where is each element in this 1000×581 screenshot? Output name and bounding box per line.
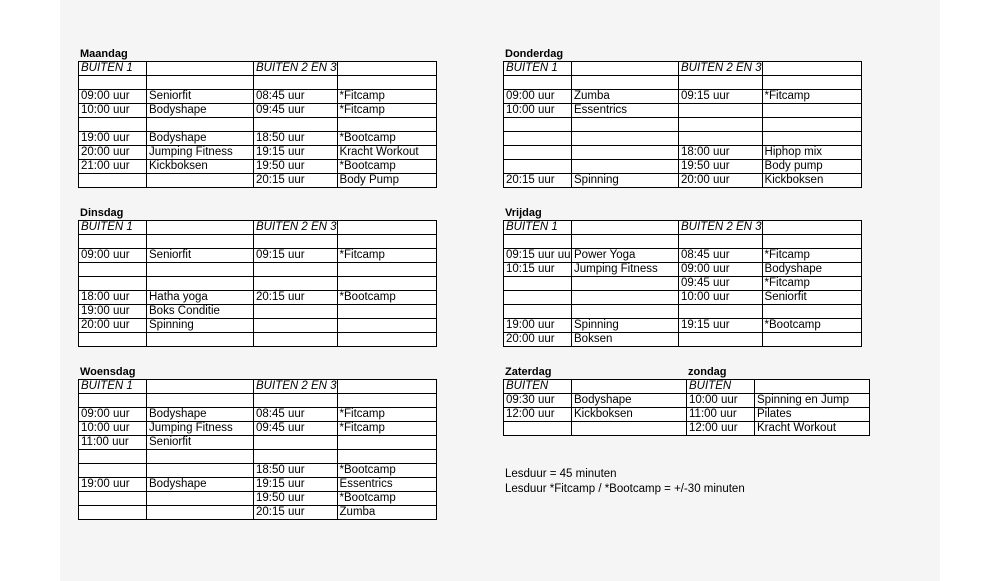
time-cell [679, 76, 763, 90]
table-row [79, 160, 437, 174]
table-row [79, 408, 437, 422]
class-cell: Kickboksen [762, 174, 861, 188]
class-cell: Body Pump [337, 174, 436, 188]
table-row [504, 76, 862, 90]
table-row [504, 90, 862, 104]
time-cell [79, 450, 147, 464]
class-cell [762, 104, 861, 118]
time-cell: 09:00 uur [679, 263, 763, 277]
class-cell: Jumping Fitness [572, 263, 679, 277]
time-cell: 10:00 uur [679, 291, 763, 305]
class-cell [762, 132, 861, 146]
time-cell: 08:45 uur [254, 408, 338, 422]
location-header-cell [337, 380, 436, 394]
class-cell: *Bootcamp [337, 132, 436, 146]
time-cell [504, 76, 572, 90]
time-cell [79, 174, 147, 188]
class-cell [762, 305, 861, 319]
table-header-row [79, 221, 437, 235]
location-header-cell [762, 221, 861, 235]
class-cell: Bodyshape [147, 132, 254, 146]
time-cell: 11:00 uur [687, 408, 755, 422]
class-cell: *Bootcamp [762, 319, 861, 333]
table-row [79, 249, 437, 263]
table-row [79, 305, 437, 319]
time-cell: 20:15 uur [254, 506, 338, 520]
location-header-cell [572, 221, 679, 235]
time-cell: 18:50 uur [254, 132, 338, 146]
table-row [504, 160, 862, 174]
time-cell [254, 319, 338, 333]
time-cell: 20:00 uur [79, 319, 147, 333]
class-cell: Pilates [755, 408, 870, 422]
class-cell: Bodyshape [147, 478, 254, 492]
class-cell: Essentrics [572, 104, 679, 118]
time-cell: 09:45 uur [254, 422, 338, 436]
location-header-cell: BUITEN 1 [504, 221, 572, 235]
time-cell [254, 263, 338, 277]
day-block-vrijdag [503, 206, 862, 347]
day-title-woensdag: Woensdag [80, 366, 136, 378]
class-cell [147, 235, 254, 249]
time-cell [504, 118, 572, 132]
location-header-cell: BUITEN 2 EN 3 [254, 221, 338, 235]
class-cell [572, 160, 679, 174]
class-cell [147, 118, 254, 132]
class-cell: *Bootcamp [337, 464, 436, 478]
table-row [504, 319, 862, 333]
class-cell [337, 450, 436, 464]
class-cell: Seniorfit [147, 436, 254, 450]
table-header-row [504, 380, 687, 394]
location-header-cell [337, 62, 436, 76]
time-cell [254, 235, 338, 249]
table-row [79, 436, 437, 450]
time-cell: 08:45 uur [679, 249, 763, 263]
time-cell: 19:15 uur [254, 146, 338, 160]
time-cell [504, 291, 572, 305]
table-row [504, 394, 687, 408]
location-header-cell [147, 62, 254, 76]
time-cell: 19:50 uur [254, 492, 338, 506]
class-cell: Boks Conditie [147, 305, 254, 319]
table-header-row [79, 380, 437, 394]
location-header-cell: BUITEN [504, 380, 572, 394]
class-cell: *Fitcamp [762, 90, 861, 104]
time-cell: 09:45 uur [679, 277, 763, 291]
time-cell [254, 277, 338, 291]
time-cell: 20:00 uur [504, 333, 572, 347]
table-row [504, 249, 862, 263]
class-cell: Kracht Workout [337, 146, 436, 160]
day-title-dinsdag: Dinsdag [80, 207, 124, 219]
class-cell [147, 263, 254, 277]
location-header-cell [572, 380, 687, 394]
class-cell [572, 305, 679, 319]
class-cell: Power Yoga [572, 249, 679, 263]
class-cell [147, 277, 254, 291]
location-header-cell: BUITEN [687, 380, 755, 394]
class-cell: *Fitcamp [337, 422, 436, 436]
time-cell [79, 333, 147, 347]
class-cell [572, 235, 679, 249]
table-row [504, 277, 862, 291]
time-cell: 20:00 uur [79, 146, 147, 160]
class-cell [337, 76, 436, 90]
class-cell: *Fitcamp [762, 249, 861, 263]
class-cell: Bodyshape [762, 263, 861, 277]
day-title-donderdag: Donderdag [505, 48, 564, 60]
time-cell [504, 277, 572, 291]
table-header-row [79, 62, 437, 76]
time-cell: 18:50 uur [254, 464, 338, 478]
day-block-zondag [686, 365, 870, 436]
class-cell [337, 118, 436, 132]
table-row [79, 174, 437, 188]
location-header-cell: BUITEN 2 EN 3 [679, 62, 763, 76]
class-cell [572, 132, 679, 146]
class-cell [147, 394, 254, 408]
time-cell [504, 305, 572, 319]
day-title-zaterdag: Zaterdag [505, 366, 552, 378]
schedule-table-maandag [78, 61, 437, 188]
table-row [79, 76, 437, 90]
table-row [687, 422, 870, 436]
table-row [79, 394, 437, 408]
class-cell [147, 464, 254, 478]
class-cell: Zumba [572, 90, 679, 104]
table-row [79, 118, 437, 132]
time-cell [79, 263, 147, 277]
table-row [79, 333, 437, 347]
time-cell: 20:15 uur [504, 174, 572, 188]
time-cell: 09:45 uur [254, 104, 338, 118]
class-cell [762, 235, 861, 249]
location-header-cell [755, 380, 870, 394]
class-cell: Seniorfit [147, 249, 254, 263]
table-row [79, 263, 437, 277]
time-cell: 09:00 uur [79, 408, 147, 422]
time-cell: 09:00 uur [504, 90, 572, 104]
class-cell: Body pump [762, 160, 861, 174]
time-cell [504, 146, 572, 160]
time-cell [679, 333, 763, 347]
class-cell: Spinning [572, 174, 679, 188]
table-row [504, 333, 862, 347]
time-cell [79, 492, 147, 506]
location-header-cell: BUITEN 2 EN 3 [254, 380, 338, 394]
table-row [79, 235, 437, 249]
time-cell: 19:00 uur [79, 132, 147, 146]
time-cell: 11:00 uur [79, 436, 147, 450]
time-cell [254, 333, 338, 347]
location-header-cell [147, 380, 254, 394]
day-block-donderdag [503, 47, 862, 188]
class-cell: Bodyshape [572, 394, 687, 408]
time-cell: 20:15 uur [254, 291, 338, 305]
time-cell [679, 118, 763, 132]
location-header-cell: BUITEN 2 EN 3 [679, 221, 763, 235]
location-header-cell: BUITEN 1 [79, 380, 147, 394]
time-cell [679, 132, 763, 146]
table-row [504, 235, 862, 249]
table-row [79, 90, 437, 104]
time-cell [254, 394, 338, 408]
class-cell [572, 291, 679, 305]
time-cell: 19:00 uur [504, 319, 572, 333]
day-title-zondag: zondag [688, 366, 727, 378]
class-cell [147, 506, 254, 520]
time-cell [504, 422, 572, 436]
class-cell: Hiphop mix [762, 146, 861, 160]
class-cell: *Fitcamp [337, 104, 436, 118]
time-cell: 18:00 uur [679, 146, 763, 160]
location-header-cell: BUITEN 1 [79, 62, 147, 76]
time-cell: 08:45 uur [254, 90, 338, 104]
class-cell: Jumping Fitness [147, 146, 254, 160]
time-cell: 09:00 uur [79, 249, 147, 263]
table-header-row [687, 380, 870, 394]
table-row [504, 291, 862, 305]
class-cell [572, 76, 679, 90]
schedule-table-donderdag [503, 61, 862, 188]
schedule-table-woensdag [78, 379, 437, 520]
time-cell [679, 104, 763, 118]
class-cell: *Fitcamp [337, 90, 436, 104]
class-cell: Seniorfit [147, 90, 254, 104]
table-row [504, 305, 862, 319]
time-cell: 12:00 uur [687, 422, 755, 436]
time-cell [254, 436, 338, 450]
time-cell: 10:00 uur [79, 104, 147, 118]
table-row [79, 319, 437, 333]
time-cell: 19:50 uur [679, 160, 763, 174]
table-row [687, 408, 870, 422]
note-duration: Lesduur = 45 minuten [505, 468, 617, 480]
class-cell [337, 277, 436, 291]
class-cell: Hatha yoga [147, 291, 254, 305]
day-block-zaterdag [503, 365, 687, 436]
day-title-vrijdag: Vrijdag [505, 207, 542, 219]
class-cell [337, 333, 436, 347]
time-cell: 09:00 uur [79, 90, 147, 104]
class-cell [572, 422, 687, 436]
time-cell [679, 235, 763, 249]
time-cell: 20:15 uur [254, 174, 338, 188]
table-row [504, 132, 862, 146]
location-header-cell [337, 221, 436, 235]
class-cell: Seniorfit [762, 291, 861, 305]
table-row [504, 118, 862, 132]
class-cell: Bodyshape [147, 104, 254, 118]
schedule-table-vrijdag [503, 220, 862, 347]
table-header-row [504, 62, 862, 76]
class-cell: *Bootcamp [337, 160, 436, 174]
time-cell: 12:00 uur [504, 408, 572, 422]
time-cell [79, 464, 147, 478]
class-cell [572, 277, 679, 291]
schedule-table-dinsdag [78, 220, 437, 347]
class-cell [147, 174, 254, 188]
class-cell [337, 394, 436, 408]
time-cell [254, 118, 338, 132]
table-row [79, 492, 437, 506]
time-cell: 10:00 uur [79, 422, 147, 436]
table-row [504, 422, 687, 436]
table-row [79, 132, 437, 146]
time-cell: 09:30 uur [504, 394, 572, 408]
table-row [79, 146, 437, 160]
time-cell: 19:15 uur [254, 478, 338, 492]
table-header-row [504, 221, 862, 235]
time-cell: 09:15 uur uu [504, 249, 572, 263]
time-cell [254, 305, 338, 319]
time-cell: 09:15 uur [679, 90, 763, 104]
time-cell: 09:15 uur [254, 249, 338, 263]
time-cell [254, 450, 338, 464]
class-cell: Spinning [147, 319, 254, 333]
time-cell: 21:00 uur [79, 160, 147, 174]
class-cell: Kickboksen [572, 408, 687, 422]
time-cell: 19:50 uur [254, 160, 338, 174]
time-cell: 10:15 uur [504, 263, 572, 277]
time-cell [254, 76, 338, 90]
class-cell [337, 436, 436, 450]
time-cell [679, 305, 763, 319]
time-cell: 19:00 uur [79, 478, 147, 492]
class-cell: Essentrics [337, 478, 436, 492]
day-block-woensdag [78, 365, 437, 520]
table-row [504, 104, 862, 118]
class-cell [337, 319, 436, 333]
table-row [79, 422, 437, 436]
table-row [79, 478, 437, 492]
day-title-maandag: Maandag [80, 48, 128, 60]
class-cell: Bodyshape [147, 408, 254, 422]
time-cell [79, 394, 147, 408]
time-cell [504, 132, 572, 146]
class-cell [147, 333, 254, 347]
time-cell [79, 235, 147, 249]
class-cell: Jumping Fitness [147, 422, 254, 436]
table-row [79, 277, 437, 291]
class-cell: *Fitcamp [337, 249, 436, 263]
class-cell: *Bootcamp [337, 291, 436, 305]
class-cell: Kickboksen [147, 160, 254, 174]
note-duration-fitcamp-bootcamp: Lesduur *Fitcamp / *Bootcamp = +/-30 minuten [505, 482, 745, 495]
location-header-cell: BUITEN 2 EN 3 [254, 62, 338, 76]
schedule-table-zondag [686, 379, 870, 436]
class-cell: *Fitcamp [337, 408, 436, 422]
class-cell [762, 333, 861, 347]
time-cell: 10:00 uur [687, 394, 755, 408]
time-cell: 20:00 uur [679, 174, 763, 188]
schedule-table-zaterdag [503, 379, 687, 436]
time-cell: 10:00 uur [504, 104, 572, 118]
class-cell [762, 118, 861, 132]
table-row [79, 450, 437, 464]
table-row [79, 291, 437, 305]
table-row [504, 263, 862, 277]
location-header-cell [762, 62, 861, 76]
table-row [504, 408, 687, 422]
class-cell [762, 76, 861, 90]
class-cell [337, 305, 436, 319]
class-cell: Spinning [572, 319, 679, 333]
time-cell [504, 235, 572, 249]
class-cell [572, 118, 679, 132]
table-row [504, 174, 862, 188]
class-cell [337, 235, 436, 249]
lesson-notes [505, 467, 745, 496]
class-cell: *Bootcamp [337, 492, 436, 506]
class-cell: Spinning en Jump [755, 394, 870, 408]
class-cell [147, 76, 254, 90]
table-row [79, 506, 437, 520]
class-cell: *Fitcamp [762, 277, 861, 291]
time-cell [79, 118, 147, 132]
location-header-cell [572, 62, 679, 76]
day-block-maandag [78, 47, 437, 188]
class-cell [572, 146, 679, 160]
class-cell: Kracht Workout [755, 422, 870, 436]
time-cell [79, 506, 147, 520]
class-cell [147, 492, 254, 506]
day-block-dinsdag [78, 206, 437, 347]
table-row [79, 464, 437, 478]
class-cell: Zumba [337, 506, 436, 520]
time-cell [79, 277, 147, 291]
class-cell [337, 263, 436, 277]
table-row [79, 104, 437, 118]
class-cell [147, 450, 254, 464]
time-cell: 19:15 uur [679, 319, 763, 333]
location-header-cell: BUITEN 1 [79, 221, 147, 235]
time-cell: 19:00 uur [79, 305, 147, 319]
location-header-cell [147, 221, 254, 235]
location-header-cell: BUITEN 1 [504, 62, 572, 76]
time-cell [79, 76, 147, 90]
time-cell [504, 160, 572, 174]
table-row [687, 394, 870, 408]
class-cell: Boksen [572, 333, 679, 347]
table-row [504, 146, 862, 160]
time-cell: 18:00 uur [79, 291, 147, 305]
